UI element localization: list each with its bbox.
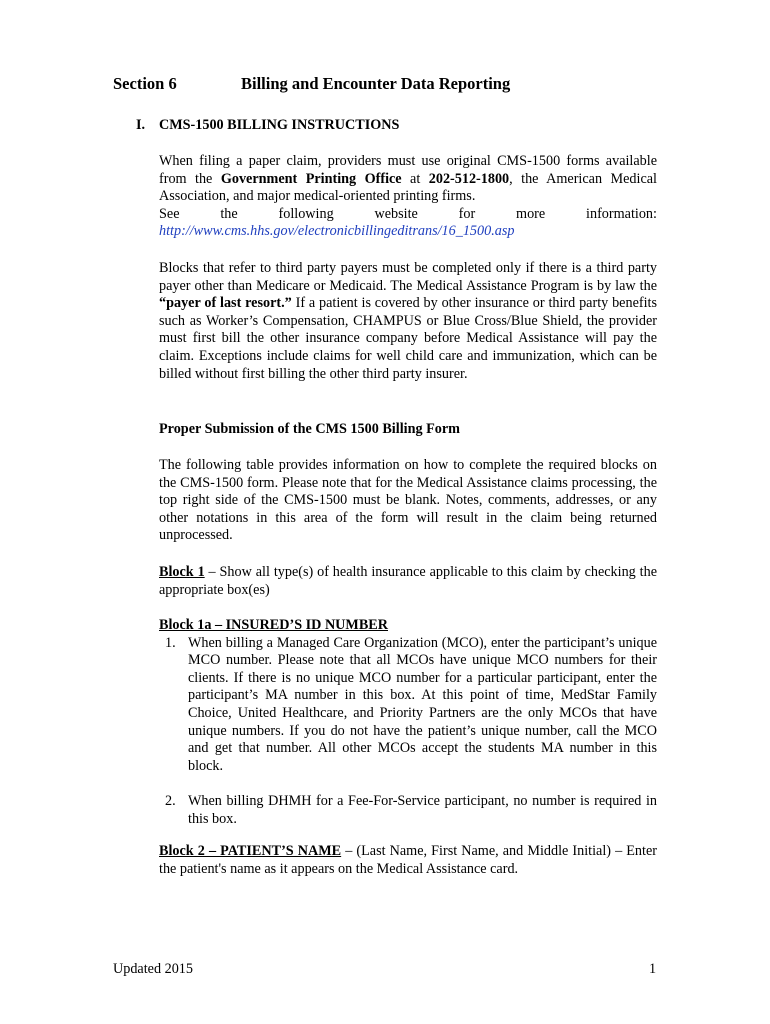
see-word: following — [278, 205, 334, 222]
proper-submission-heading — [159, 421, 657, 439]
third-party-text-b: If a patient is covered by other insurance or third party benefits such as Worker’s Compensation, CHAMPUS or Blue Cross/Blue Shield, the provider must first bill the other insurance company before Medical Assistance will pay the claim. Exceptions include claims for well child care and immunization, which can be billed without first billing the other third party insurer. — [159, 295, 657, 382]
see-word: information: — [586, 205, 657, 222]
see-word: more — [516, 205, 546, 222]
block-1-label: Block 1 — [159, 564, 205, 580]
block-1a-list — [159, 635, 657, 829]
list-item — [159, 793, 657, 828]
intro-paragraph — [159, 153, 657, 241]
section-title: Billing and Encounter Data Reporting — [241, 74, 511, 93]
see-word: See — [159, 205, 180, 222]
footer-updated: Updated 2015 — [113, 961, 193, 977]
list-item — [159, 635, 657, 776]
intro-text-c: , the American Medical Association, and major medical-oriented printing firms. — [159, 170, 657, 205]
gpo-name: Government Printing Office — [220, 170, 402, 187]
gpo-phone: 202-512-1800 — [428, 170, 510, 187]
subsection-number: I. — [136, 117, 146, 133]
proper-submission-title: Proper Submission of the CMS 1500 Billing Form — [159, 421, 460, 437]
subsection-title: CMS-1500 BILLING INSTRUCTIONS — [159, 117, 400, 133]
section-label: Section 6 — [113, 74, 177, 93]
proper-submission-text: The following table provides information on how to complete the required blocks on the CMS-1500 form. Please note that for the Medical Assistance claims processing, the top right side of the CMS-1500 must be blank. Notes, comments, addresses, or any other notations in this area of the form will result in the claim being returned unprocessed. — [159, 457, 657, 544]
third-party-text-a: Blocks that refer to third party payers must be completed only if there is a third party payer other than Medicare or Medicaid. The Medical Assistance Program is by law the — [159, 260, 657, 294]
intro-text — [159, 153, 657, 206]
see-word: the — [220, 205, 238, 222]
payer-last-resort: “payer of last resort.” — [159, 295, 292, 312]
see-word: website — [374, 205, 418, 222]
subsection-heading — [136, 117, 399, 135]
block-1-description: – Show all type(s) of health insurance applicable to this claim by checking the appropriate box(es) — [159, 564, 657, 598]
list-item-text: When billing a Managed Care Organization (MCO), enter the participant’s unique MCO number. Please note that all MCOs have unique MCO numbers for their clients. If there is no unique MCO number for a particular participant, enter the participant’s MA number in this box. At this point of time, MedStar Family Choice, United Healthcare, and Priority Partners are the only MCOs that have unique numbers. If you do not have the patient’s unique number, call the MCO and get that number. All other MCOs accept the students MA number in this block. — [188, 634, 657, 774]
third-party-text — [159, 260, 657, 383]
list-item-text: When billing DHMH for a Fee-For-Service participant, no number is required in this box. — [188, 792, 657, 827]
block-2-label: Block 2 – PATIENT’S NAME — [159, 843, 342, 859]
cms-website-link[interactable]: http://www.cms.hhs.gov/electronicbillingeditrans/16_1500.asp — [159, 223, 515, 240]
block-2 — [159, 843, 657, 878]
see-word: for — [458, 205, 476, 222]
proper-submission-paragraph — [159, 457, 657, 545]
list-number: 1. — [165, 634, 176, 651]
block-1 — [159, 564, 657, 599]
block-1a-label: Block 1a – INSURED’S ID NUMBER — [159, 617, 388, 633]
block-1a — [159, 617, 657, 828]
page-number: 1 — [649, 961, 657, 977]
see-website-line — [159, 206, 657, 224]
block-2-text — [159, 843, 657, 878]
block-1-text — [159, 564, 657, 599]
block-2-description: – (Last Name, First Name, and Middle Initial) – Enter the patient's name as it appears on the Medical Assistance card. — [159, 843, 657, 877]
intro-text-a: When filing a paper claim, providers must use original CMS-1500 forms available from the — [159, 153, 657, 187]
list-number: 2. — [165, 792, 176, 809]
intro-text-b: at — [401, 170, 429, 187]
third-party-paragraph — [159, 260, 657, 383]
